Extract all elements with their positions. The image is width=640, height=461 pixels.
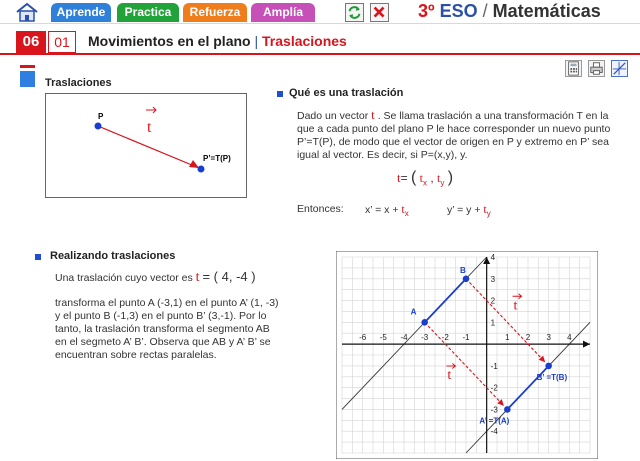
lesson-main-title: Movimientos en el plano <box>88 33 251 49</box>
section-marker-red <box>20 65 35 68</box>
print-icon <box>589 61 604 76</box>
lesson-separator: | <box>254 33 259 49</box>
x-tick-label: 1 <box>505 333 510 343</box>
x-tick-label: -4 <box>400 333 408 343</box>
section-heading-realizando: Realizando traslaciones <box>50 250 176 262</box>
formula-ty: t <box>437 171 441 185</box>
tab-practica[interactable]: Practica <box>117 3 179 22</box>
tab-aprende[interactable]: Aprende <box>51 3 111 22</box>
refresh-button[interactable] <box>345 3 364 22</box>
point-label: A’ =T(A) <box>479 416 510 426</box>
label-p: P <box>98 112 104 121</box>
formula-ty-sub: y <box>440 178 445 188</box>
y-equation <box>447 203 491 220</box>
close-button[interactable] <box>370 3 389 22</box>
y-tick-label: -3 <box>490 405 498 415</box>
graph-point <box>504 406 511 413</box>
graph-icon <box>612 61 627 76</box>
point-p <box>95 123 102 130</box>
vector-t-inline: t <box>371 107 375 122</box>
label-p-prime: P’=T(P) <box>203 154 231 163</box>
tab-refuerza[interactable]: Refuerza <box>183 3 247 22</box>
example-body: transforma el punto A (-3,1) en el punto A’ (1, -3) y el punto B (-1,3) en el punto B’ (3,-1). Por lo tanto, la traslación transforma el segmento AB en el segmeto A’ B’. Observa que AB y A’ B’ se encuentran sobre rectas paralelas. <box>55 297 279 361</box>
definition-text-a: Dado un vector <box>297 110 369 122</box>
course-eso: ESO <box>439 1 478 21</box>
x-tick-label: -6 <box>359 333 367 343</box>
label-t: t <box>147 119 152 136</box>
home-icon[interactable] <box>14 2 40 22</box>
x-tick-label: 3 <box>546 333 551 343</box>
lesson-header <box>0 28 640 55</box>
y-equation-sub: y <box>486 209 491 219</box>
graph-point <box>463 275 470 282</box>
course-separator: / <box>482 1 488 21</box>
y-tick-label: 2 <box>490 296 496 306</box>
section-marker-blue <box>20 71 35 87</box>
formula-tx: t <box>419 171 423 185</box>
point-label: A <box>410 307 417 317</box>
vector-label: t <box>513 298 518 314</box>
y-tick-label: -2 <box>490 383 498 393</box>
tab-amplia[interactable]: Amplía <box>251 3 315 22</box>
calculator-icon <box>566 61 581 76</box>
x-equation-text: x’ = x + <box>365 204 399 216</box>
y-equation-text: y’ = y + <box>447 204 481 216</box>
y-tick-label: 1 <box>490 318 496 328</box>
x-equation <box>365 203 409 220</box>
y-tick-label: -1 <box>490 361 498 371</box>
x-tick-label: -5 <box>379 333 387 343</box>
vector-arrow-icon <box>146 107 156 113</box>
x-tick-label: -3 <box>421 333 429 343</box>
formula-tx-sub: x <box>423 178 427 188</box>
vector-formula: t= ( $t_x$ , $t_y$ ) <box>397 169 454 188</box>
y-tick-label: 3 <box>490 274 496 284</box>
course-subject: Matemáticas <box>492 1 601 21</box>
formula-comma: , <box>430 171 434 185</box>
translation-diagram <box>46 94 246 197</box>
example-intro-text: Una traslación cuyo vector es <box>55 272 193 284</box>
x-tick-label: -1 <box>462 333 470 343</box>
example-vector-value: = ( 4, -4 ) <box>202 269 256 284</box>
y-tick-label: -4 <box>490 427 498 437</box>
example-intro <box>55 270 256 285</box>
graph-point <box>545 363 552 370</box>
formula-eq: = <box>400 171 408 185</box>
lesson-title <box>88 33 347 49</box>
section-heading-que-es: Qué es una traslación <box>289 87 404 99</box>
unit-number: 06 <box>16 31 46 53</box>
y-tick-label: 4 <box>490 253 496 262</box>
definition-text-b: . Se llama traslación a una transformación T en la que a cada punto del plano P le hace corresponder un nuevo punto P’=T(P), de modo que el vector de origen en P y extremo en P’ sea igual al vector. Es decir, si P=(x,y), y. <box>297 110 611 161</box>
translation-figure <box>45 93 247 198</box>
x-equation-sub: x <box>404 209 409 219</box>
point-label: B <box>460 265 466 275</box>
course-title <box>418 1 601 22</box>
point-label: B’ =T(B) <box>536 372 568 382</box>
y-equation-t: t <box>483 202 487 216</box>
refresh-icon <box>346 4 363 21</box>
vector-label: t <box>447 367 452 383</box>
definition-text <box>297 108 627 162</box>
x-tick-label: 4 <box>567 333 572 343</box>
formula-vector: t <box>397 170 401 185</box>
x-equation-t: t <box>401 202 405 216</box>
x-tick-label: 2 <box>525 333 531 343</box>
then-label: Entonces: <box>297 203 344 215</box>
top-navigation <box>0 0 640 24</box>
x-tick-label: -2 <box>441 333 449 343</box>
point-p-prime <box>198 166 205 173</box>
graph-button[interactable] <box>611 60 628 77</box>
bullet-icon <box>277 91 283 97</box>
calculator-button[interactable] <box>565 60 582 77</box>
bullet-icon <box>35 254 41 260</box>
print-button[interactable] <box>588 60 605 77</box>
lesson-subtitle: Traslaciones <box>262 33 347 49</box>
close-icon <box>371 4 388 21</box>
course-level: 3º <box>418 1 435 21</box>
coordinate-graph <box>336 251 598 459</box>
section-heading-traslaciones: Traslaciones <box>45 77 112 89</box>
graph-point <box>421 319 428 326</box>
example-vector: t <box>195 270 200 285</box>
section-number: 01 <box>48 31 76 53</box>
